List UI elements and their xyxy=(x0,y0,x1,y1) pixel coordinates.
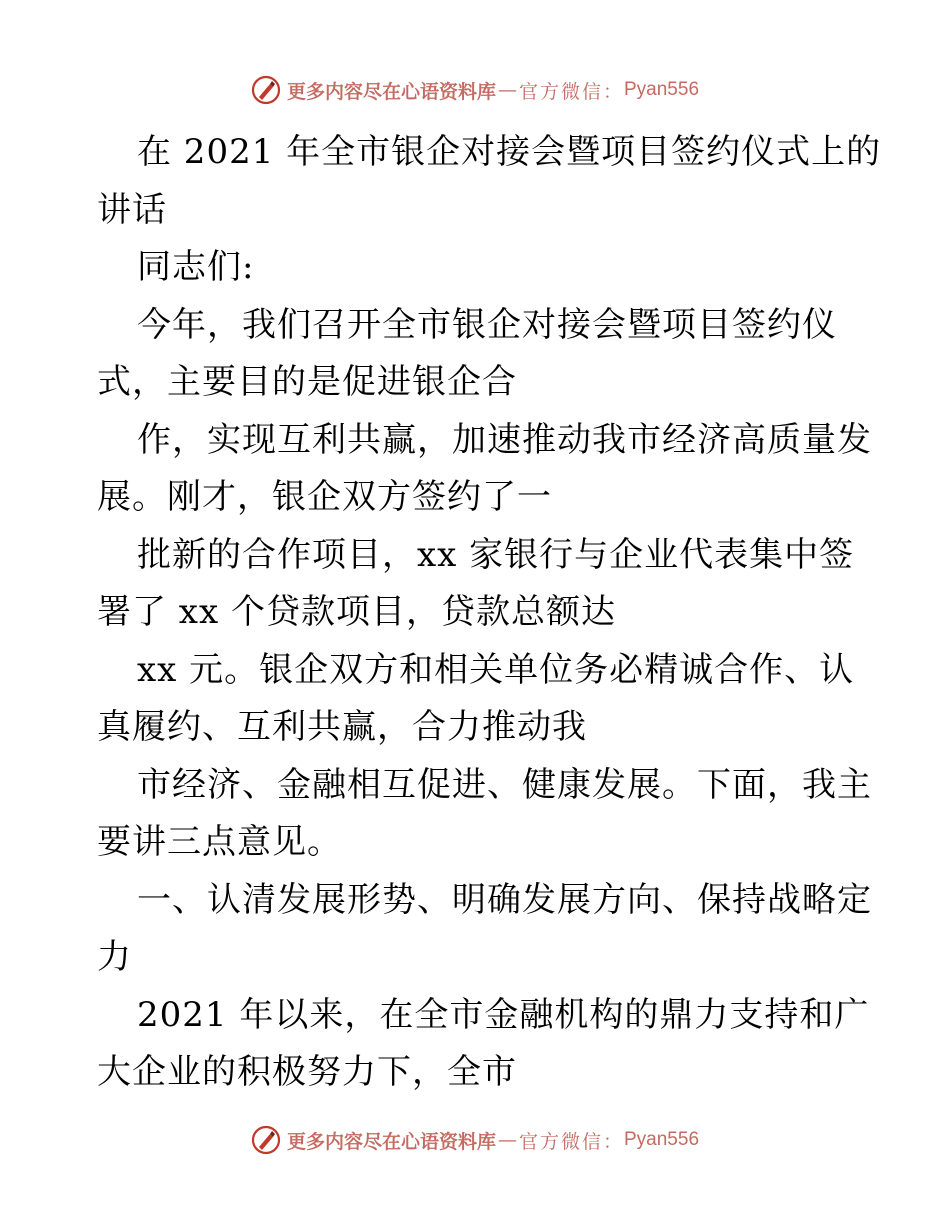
document-body xyxy=(97,124,882,1102)
watermark-separator: — xyxy=(497,1129,517,1151)
paragraph-line: 在 2021 年全市银企对接会暨项目签约仪式上的 xyxy=(137,132,882,172)
pen-logo-icon xyxy=(251,1125,281,1155)
pen-logo-icon xyxy=(251,75,281,105)
paragraph-line: xx 元。银企双方和相关单位务必精诚合作、认 xyxy=(137,649,855,690)
paragraph-line: 2021 年以来，在全市金融机构的鼎力支持和广 xyxy=(137,994,870,1035)
paragraph-line: 批新的合作项目，xx 家银行与企业代表集中签 xyxy=(137,534,855,575)
paragraph-line: 讲话 xyxy=(97,189,167,230)
paragraph-line: 一、认清发展形势、明确发展方向、保持战略定 xyxy=(137,879,872,920)
watermark-site-text: 更多内容尽在心语资料库 xyxy=(286,80,496,103)
watermark-wechat-label: 官方微信： xyxy=(518,80,624,103)
watermark-wechat-id: Pyan556 xyxy=(624,1129,700,1150)
paragraph-line: 要讲三点意见。 xyxy=(97,822,342,862)
footer-watermark xyxy=(0,1120,950,1160)
paragraph-line: 今年，我们召开全市银企对接会暨项目签约仪 xyxy=(137,304,837,345)
paragraph-line: 力 xyxy=(97,937,132,977)
header-watermark xyxy=(0,70,950,110)
paragraph-line: 真履约、互利共赢，合力推动我 xyxy=(97,707,587,747)
watermark-site-text: 更多内容尽在心语资料库 xyxy=(286,1130,496,1153)
paragraph-line: 作，实现互利共赢，加速推动我市经济高质量发 xyxy=(137,419,872,460)
paragraph-line: 式，主要目的是促进银企合 xyxy=(97,362,517,402)
paragraph-line: 大企业的积极努力下，全市 xyxy=(97,1052,517,1092)
paragraph-line: 署了 xx 个贷款项目，贷款总额达 xyxy=(97,592,616,632)
watermark-wechat-label: 官方微信： xyxy=(518,1130,624,1153)
paragraph-line: 展。刚才，银企双方签约了一 xyxy=(97,477,552,517)
paragraph-line: 市经济、金融相互促进、健康发展。下面，我主 xyxy=(137,764,872,805)
watermark-separator: — xyxy=(497,79,517,101)
paragraph-line: 同志们: xyxy=(137,247,255,287)
watermark-wechat-id: Pyan556 xyxy=(624,79,700,100)
